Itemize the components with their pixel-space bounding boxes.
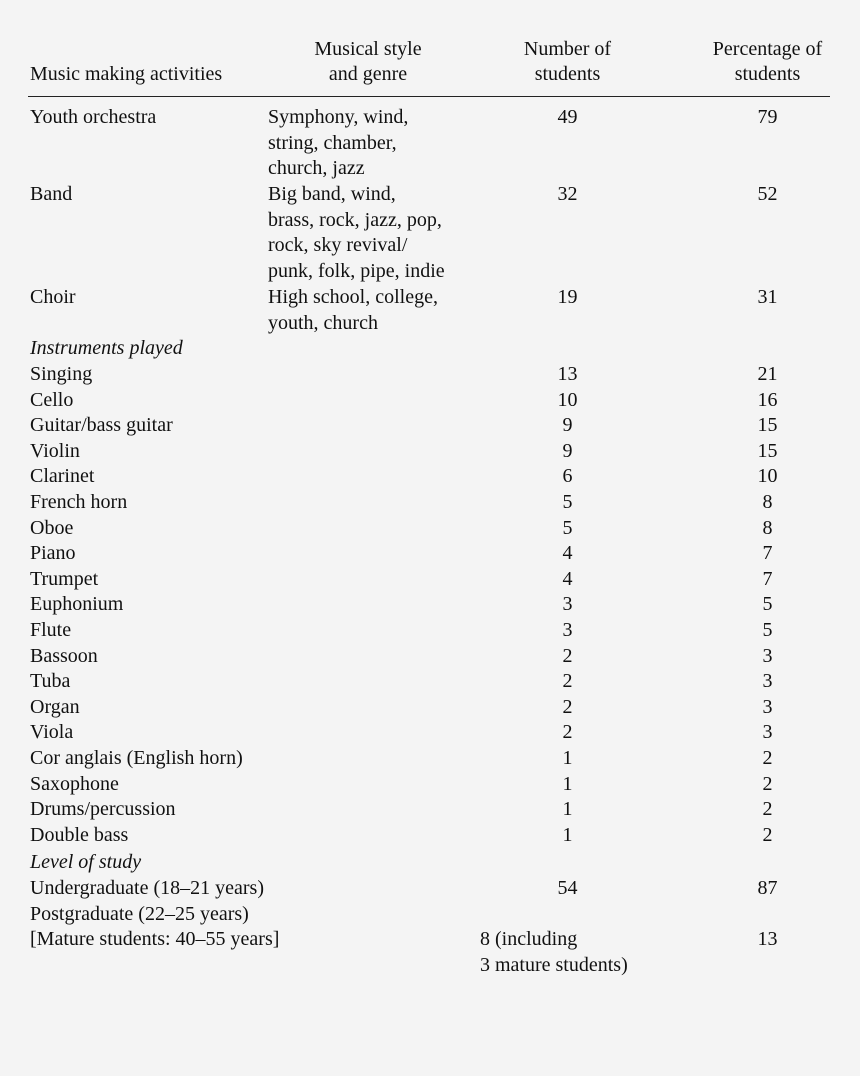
table-row bbox=[0, 105, 860, 180]
activity-genre: Symphony, wind, string, chamber, church, jazz bbox=[268, 106, 409, 180]
activity-name: Band bbox=[30, 183, 73, 205]
instrument-name: Saxophone bbox=[30, 772, 119, 795]
instrument-percent: 16 bbox=[757, 388, 778, 411]
header-percent-line2: students bbox=[734, 63, 801, 85]
instrument-number: 5 bbox=[562, 491, 573, 513]
instrument-number: 9 bbox=[562, 439, 573, 462]
instrument-number: 1 bbox=[562, 772, 573, 795]
instrument-percent: 8 bbox=[762, 516, 773, 539]
instrument-name: Bassoon bbox=[30, 644, 98, 667]
instrument-name: Double bass bbox=[30, 823, 129, 846]
instrument-name: Viola bbox=[30, 721, 74, 744]
instrument-number: 6 bbox=[562, 465, 573, 488]
instrument-percent: 2 bbox=[762, 823, 773, 846]
header-number-line2: students bbox=[534, 63, 601, 85]
instrument-name: Drums/percussion bbox=[30, 798, 176, 821]
instrument-number: 4 bbox=[562, 567, 573, 590]
activity-genre: High school, college, youth, church bbox=[268, 286, 438, 334]
level-name: [Mature students: 40–55 years] bbox=[30, 928, 280, 950]
instrument-name: Clarinet bbox=[30, 465, 95, 488]
table-row bbox=[0, 490, 860, 516]
instrument-number: 2 bbox=[562, 695, 573, 718]
instrument-percent: 8 bbox=[762, 491, 773, 513]
level-number: 8 (including 3 mature students) bbox=[480, 928, 628, 976]
activity-number: 19 bbox=[557, 286, 578, 308]
table-row bbox=[0, 746, 860, 772]
header-divider bbox=[28, 96, 830, 97]
instrument-number: 9 bbox=[562, 414, 573, 437]
instrument-name: Tuba bbox=[30, 670, 71, 693]
instrument-number: 1 bbox=[562, 798, 573, 821]
instrument-percent: 15 bbox=[757, 439, 778, 462]
level-name: Postgraduate (22–25 years) bbox=[30, 903, 249, 925]
instrument-number: 2 bbox=[562, 721, 573, 744]
instrument-name: Piano bbox=[30, 542, 76, 565]
instrument-name: French horn bbox=[30, 491, 128, 513]
header-number-line1: Number of bbox=[523, 38, 612, 60]
instrument-name: Guitar/bass guitar bbox=[30, 414, 173, 437]
instrument-percent: 3 bbox=[762, 721, 773, 744]
level-number: 54 bbox=[557, 877, 578, 899]
level-percent: 13 bbox=[757, 928, 778, 950]
table-row bbox=[0, 695, 860, 721]
instrument-number: 4 bbox=[562, 542, 573, 565]
activity-number: 32 bbox=[557, 183, 578, 205]
table-row bbox=[0, 902, 860, 928]
instrument-name: Cor anglais (English horn) bbox=[30, 747, 243, 769]
section-heading-row bbox=[0, 336, 860, 362]
table-row bbox=[0, 772, 860, 798]
activity-genre: Big band, wind, brass, rock, jazz, pop, rock, sky revival/ punk, folk, pipe, indie bbox=[268, 183, 445, 282]
instrument-number: 3 bbox=[562, 593, 573, 616]
table-row bbox=[0, 182, 860, 282]
instrument-number: 3 bbox=[562, 619, 573, 641]
instrument-number: 10 bbox=[557, 388, 578, 411]
table-row bbox=[0, 669, 860, 695]
instrument-name: Organ bbox=[30, 695, 80, 718]
instrument-number: 2 bbox=[562, 670, 573, 693]
instrument-number: 5 bbox=[562, 516, 573, 539]
table-row bbox=[0, 592, 860, 618]
table-row bbox=[0, 362, 860, 388]
instrument-name: Euphonium bbox=[30, 593, 124, 616]
table-row bbox=[0, 388, 860, 414]
instrument-percent: 7 bbox=[762, 567, 773, 590]
table-row bbox=[0, 876, 860, 902]
activity-name: Youth orchestra bbox=[30, 106, 157, 128]
table-row bbox=[0, 797, 860, 823]
instrument-percent: 2 bbox=[762, 798, 773, 821]
instrument-number: 1 bbox=[562, 747, 573, 769]
instrument-name: Violin bbox=[30, 439, 80, 462]
instrument-number: 1 bbox=[562, 823, 573, 846]
instrument-name: Cello bbox=[30, 388, 74, 411]
activity-name: Choir bbox=[30, 286, 76, 308]
activity-number: 49 bbox=[557, 106, 578, 128]
instrument-percent: 2 bbox=[762, 747, 773, 769]
table-row bbox=[0, 720, 860, 746]
instrument-number: 2 bbox=[562, 644, 573, 667]
instrument-percent: 5 bbox=[762, 593, 773, 616]
activity-percent: 31 bbox=[757, 286, 778, 308]
table-row bbox=[0, 618, 860, 644]
section-heading-row bbox=[0, 850, 860, 876]
instrument-percent: 3 bbox=[762, 670, 773, 693]
activity-percent: 52 bbox=[757, 183, 778, 205]
table-row bbox=[0, 439, 860, 465]
instrument-percent: 2 bbox=[762, 772, 773, 795]
table-row bbox=[0, 541, 860, 567]
activity-percent: 79 bbox=[757, 106, 778, 128]
level-percent: 87 bbox=[757, 877, 778, 899]
table-row bbox=[0, 567, 860, 593]
instrument-percent: 3 bbox=[762, 695, 773, 718]
table-row bbox=[0, 464, 860, 490]
header-genre-line2: and genre bbox=[328, 63, 408, 85]
table-row bbox=[0, 516, 860, 542]
table-row bbox=[0, 823, 860, 849]
table-row bbox=[0, 413, 860, 439]
table-row bbox=[0, 285, 860, 334]
instrument-percent: 5 bbox=[762, 619, 773, 641]
level-name: Undergraduate (18–21 years) bbox=[30, 877, 264, 899]
instrument-name: Flute bbox=[30, 619, 72, 641]
instrument-name: Oboe bbox=[30, 516, 74, 539]
instrument-number: 13 bbox=[557, 363, 578, 385]
instrument-percent: 3 bbox=[762, 644, 773, 667]
table-row bbox=[0, 927, 860, 976]
header-genre-line1: Musical style bbox=[314, 38, 422, 60]
instrument-percent: 10 bbox=[757, 465, 778, 488]
header-percent-line1: Percentage of bbox=[712, 38, 823, 60]
instrument-name: Singing bbox=[30, 363, 93, 385]
instrument-percent: 21 bbox=[757, 363, 778, 385]
instrument-percent: 7 bbox=[762, 542, 773, 565]
level-heading: Level of study bbox=[30, 851, 142, 873]
instrument-name: Trumpet bbox=[30, 567, 99, 590]
header-activities: Music making activities bbox=[30, 63, 223, 85]
instruments-heading: Instruments played bbox=[30, 337, 183, 359]
instrument-percent: 15 bbox=[757, 414, 778, 437]
table-row bbox=[0, 644, 860, 670]
